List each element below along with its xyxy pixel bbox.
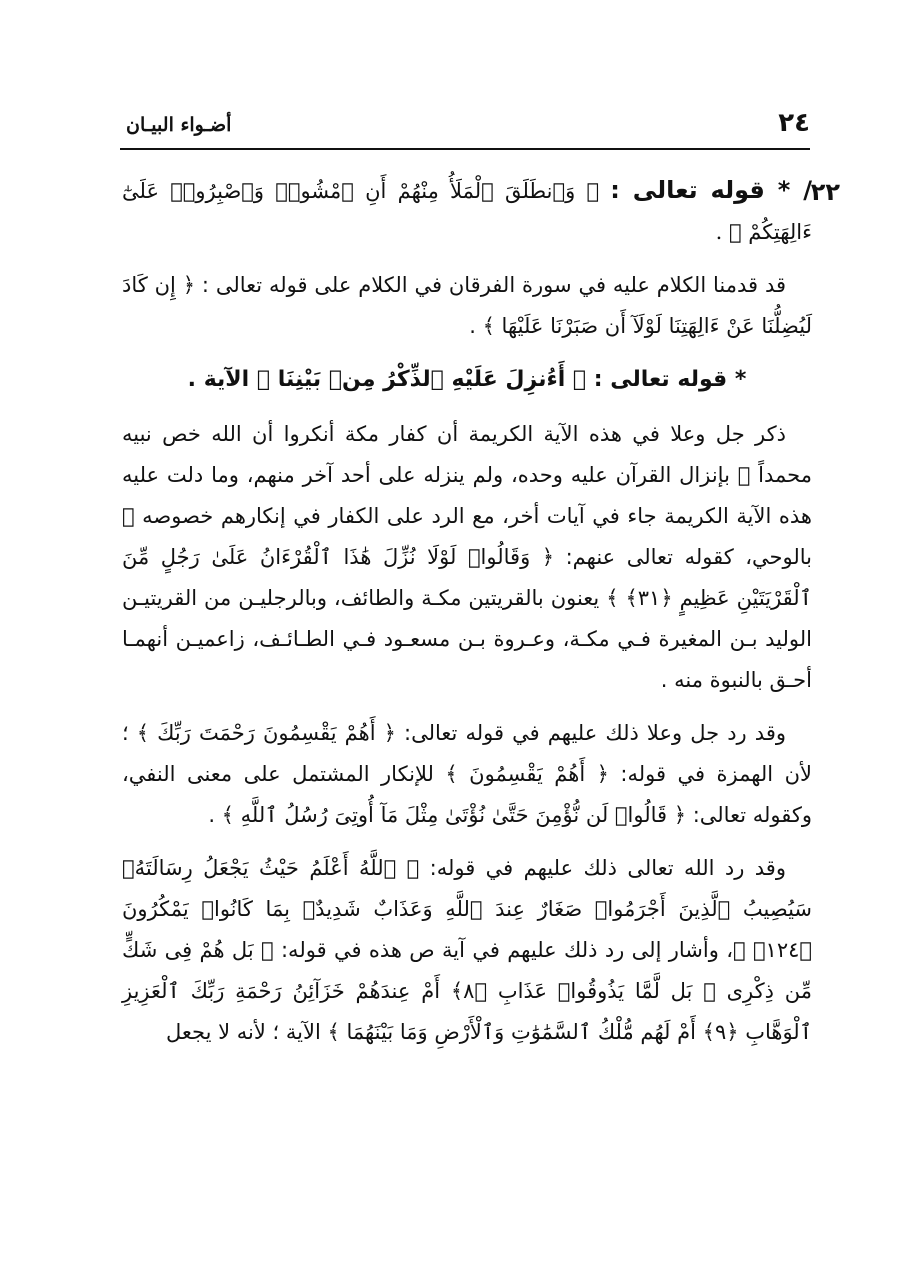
verse-paragraph-1: [122, 170, 812, 253]
page-header: [120, 108, 810, 150]
page-number: ٢٤: [778, 108, 810, 138]
paragraph-2: ذكر جل وعلا في هذه الآية الكريمة أن كفار مكة أنكروا أن الله خص نبيه محمداً ﷺ بإنزال القرآن عليه وحده، ولم ينزله على أحد آخر منهم، وما دلت عليه هذه الآية الكريمة جاء في آيات أخر، مع الرد على الكفار في إنكارهم خصوصه ﷺ بالوحي، كقوله تعالى عنهم: ﴿ وَقَالُوا۟ لَوْلَا نُزِّلَ هَٰذَا ٱلْقُرْءَانُ عَلَىٰ رَجُلٍ مِّنَ ٱلْقَرْيَتَيْنِ عَظِيمٍ ﴿٣١﴾ ﴾ يعنون بالقريتين مكـة والطائف، وبالرجليـن من القريتيـن الوليد بـن المغيرة فـي مكـة، وعـروة بـن مسعـود فـي الطـائـف، زاعميـن أنهمـا أحـق بالنبوة منه .: [122, 422, 812, 692]
section-heading: * قوله تعالى : ﴿ أَءُنزِلَ عَلَيْهِ ٱلذِّكْرُ مِنۢ بَيْنِنَا ﴾ الآية .: [187, 367, 747, 392]
verse-lead: / * قوله تعالى :: [610, 176, 813, 204]
paragraph-4: وقد رد الله تعالى ذلك عليهم في قوله: ﴿ ٱللَّهُ أَعْلَمُ حَيْثُ يَجْعَلُ رِسَالَتَهُۥ سَيُصِيبُ ٱلَّذِينَ أَجْرَمُوا۟ صَغَارٌ عِندَ ٱللَّهِ وَعَذَابٌ شَدِيدٌۢ بِمَا كَانُوا۟ يَمْكُرُونَ ﴿١٢٤﴾ ﴾، وأشار إلى رد ذلك عليهم في آية ص هذه في قوله: ﴿ بَل هُمْ فِى شَكٍّ مِّن ذِكْرِى ۖ بَل لَّمَّا يَذُوقُوا۟ عَذَابِ ﴿٨﴾ أَمْ عِندَهُمْ خَزَآئِنُ رَحْمَةِ رَبِّكَ ٱلْعَزِيزِ ٱلْوَهَّابِ ﴿٩﴾ أَمْ لَهُم مُّلْكُ ٱلسَّمَٰوَٰتِ وَٱلْأَرْضِ وَمَا بَيْنَهُمَا ﴾ الآية ؛ لأنه لا يجعل: [122, 856, 812, 1044]
paragraph-1: قد قدمنا الكلام عليه في سورة الفرقان في الكلام على قوله تعالى : ﴿ إِن كَادَ لَيُضِلُّنَا عَنْ ءَالِهَتِنَا لَوْلَآ أَن صَبَرْنَا عَلَيْهَا ﴾ .: [122, 273, 812, 338]
paragraph-3: وقد رد جل وعلا ذلك عليهم في قوله تعالى: ﴿ أَهُمْ يَقْسِمُونَ رَحْمَتَ رَبِّكَ ﴾ ؛ لأن الهمزة في قوله: ﴿ أَهُمْ يَقْسِمُونَ ﴾ للإنكار المشتمل على معنى النفي، وكقوله تعالى: ﴿ قَالُوا۟ لَن نُّؤْمِنَ حَتَّىٰ نُؤْتَىٰ مِثْلَ مَآ أُوتِىَ رُسُلُ ٱللَّهِ ﴾ .: [122, 721, 812, 827]
marginal-reference-number: ٢٢: [810, 178, 840, 206]
book-title: أضـواء البيـان: [126, 114, 232, 136]
quran-verse: ﴿ وَٱنطَلَقَ ٱلْمَلَأُ مِنْهُمْ أَنِ ٱمْشُوا۟ وَٱصْبِرُوا۟ عَلَىٰٓ ءَالِهَتِكُمْ ﴾ .: [122, 179, 812, 244]
page-body: [122, 170, 812, 1065]
